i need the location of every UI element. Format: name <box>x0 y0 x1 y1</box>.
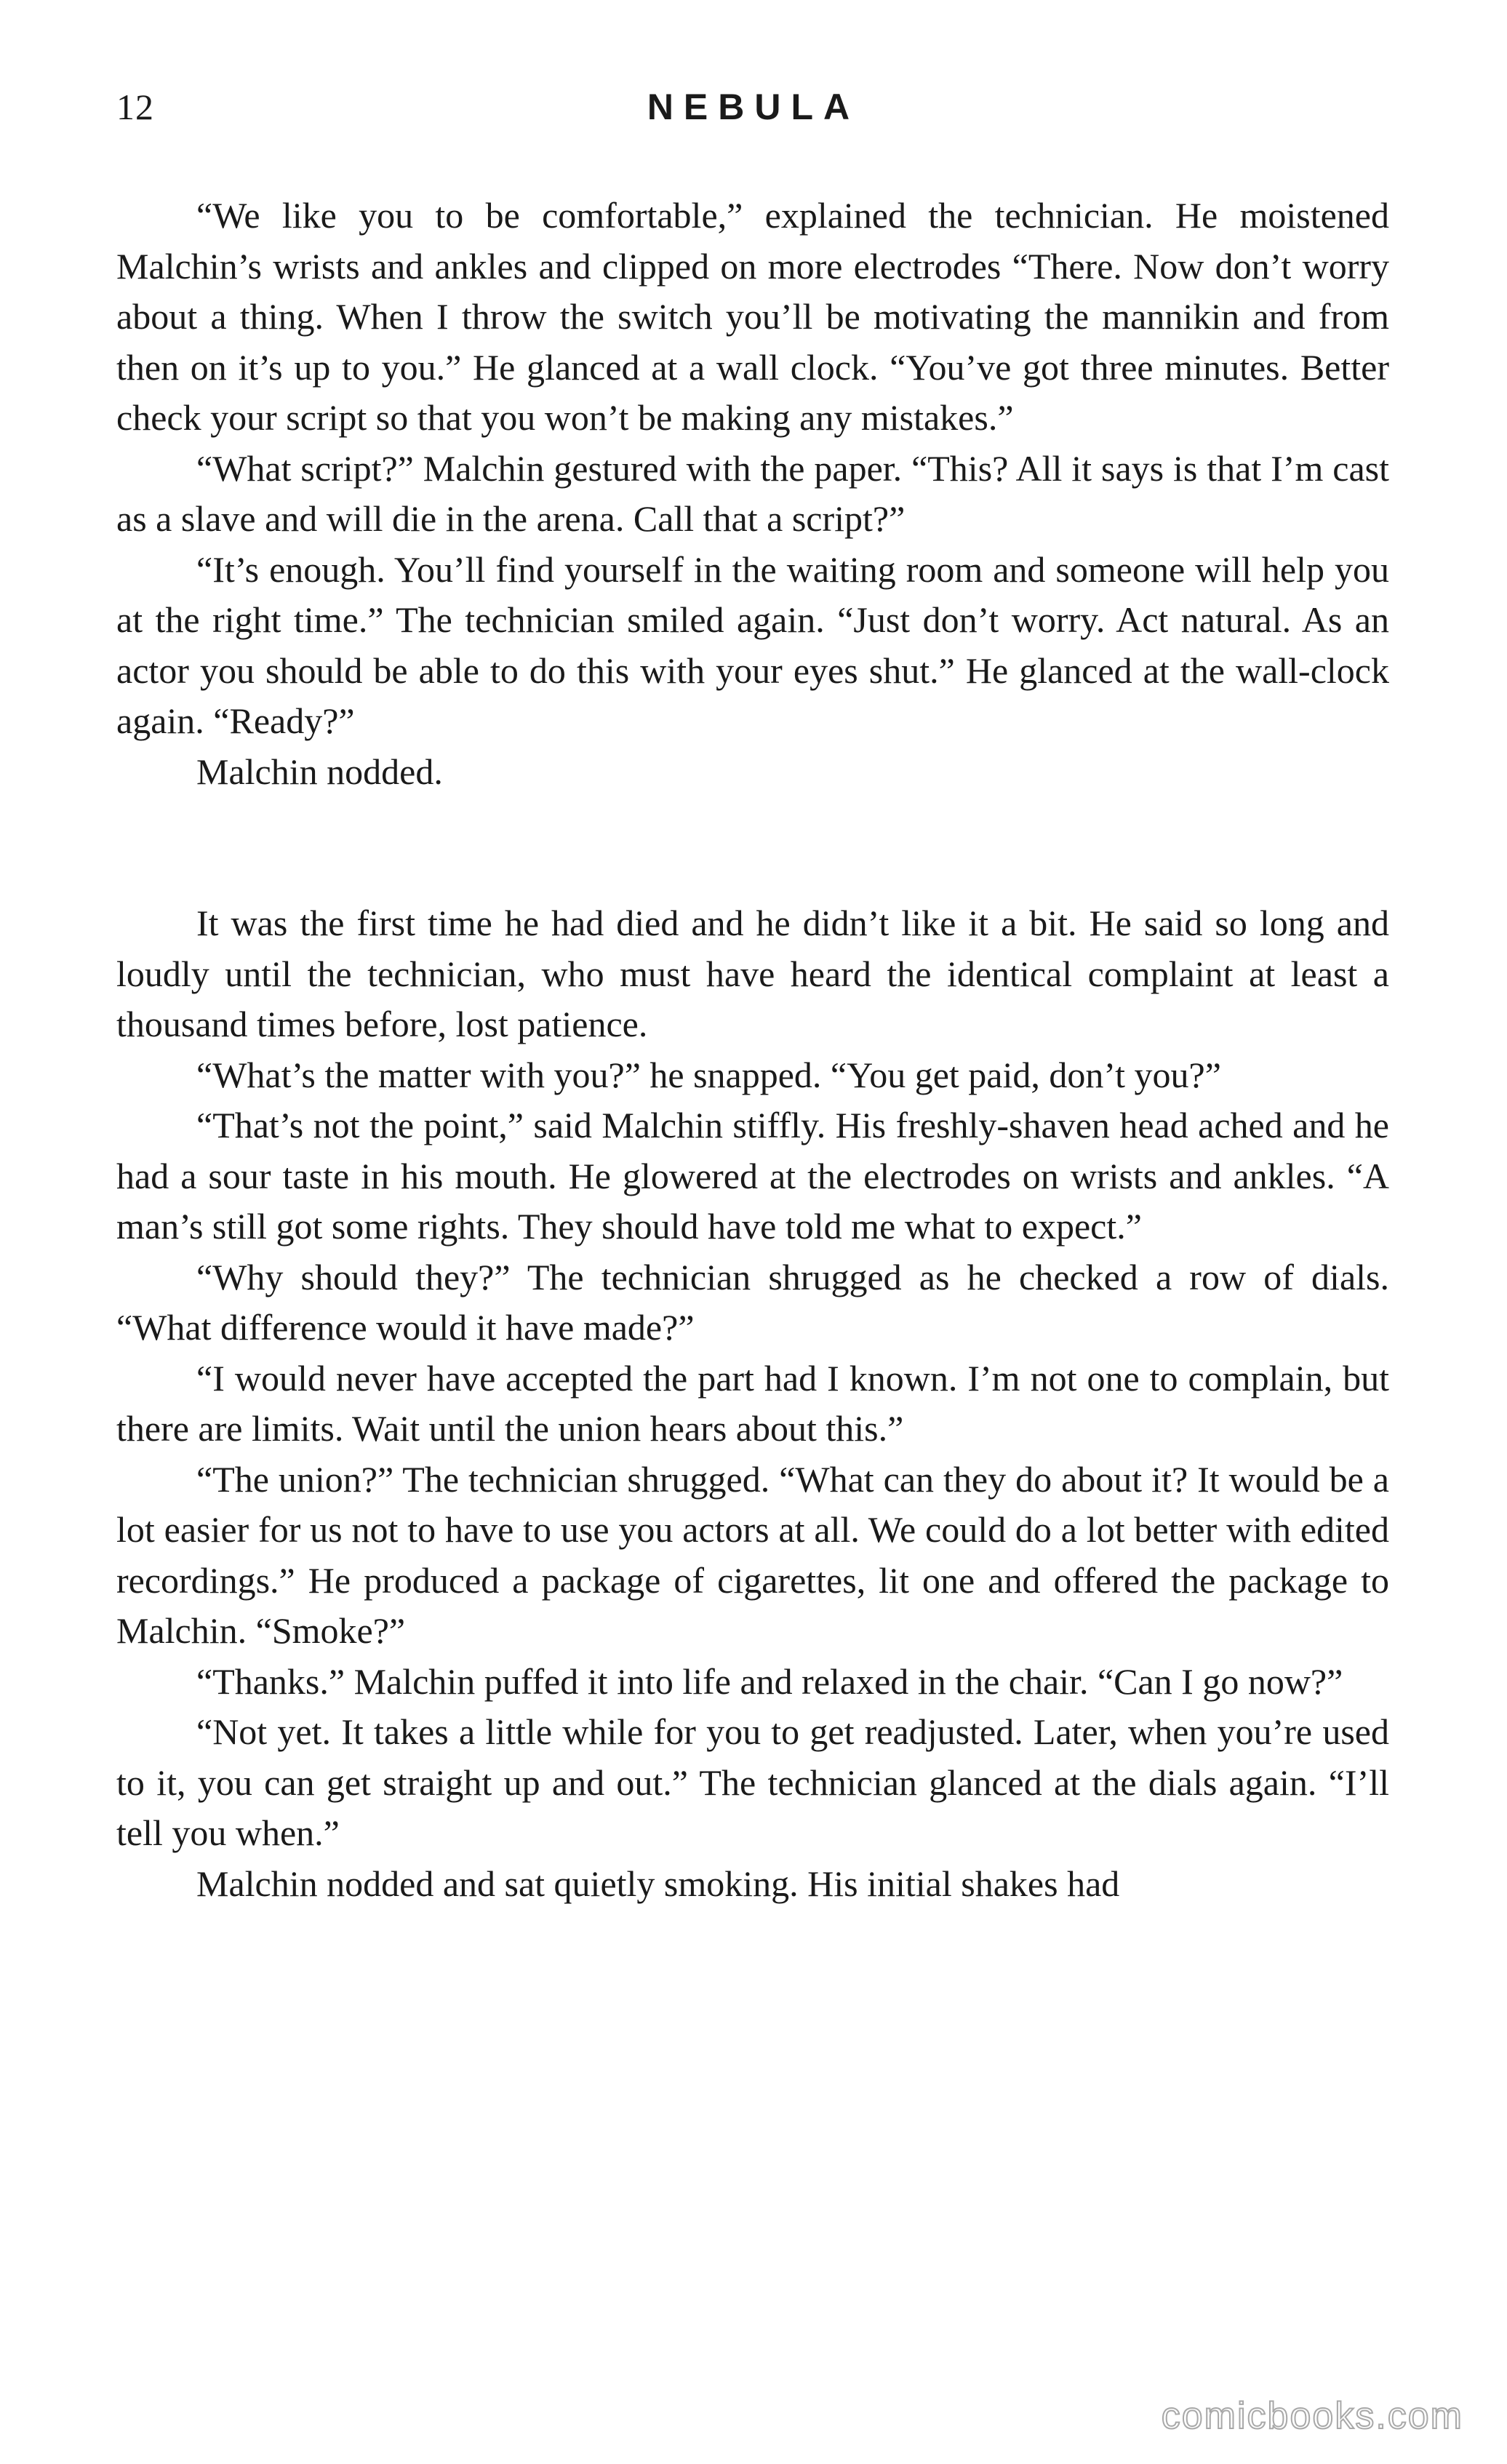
section-break <box>116 797 1389 898</box>
paragraph: “It’s enough. You’ll find yourself in the waiting room and someone will help you at the right time.” The technician smiled again. “Just don’t worry. Act natural. As an actor you should be able to do this with your eyes shut.” He glanced at the wall-clock again. “Ready?” <box>116 548 1389 741</box>
paragraph: Malchin nodded. <box>196 751 443 792</box>
paragraph: Malchin nodded and sat quietly smoking. His initial shakes had <box>196 1863 1120 1904</box>
paragraph: “That’s not the point,” said Malchin stiffly. His freshly-shaven head ached and he had a sour taste in his mouth. He glowered at the electrodes on wrists and ankles. “A man’s still got some rights. They should have told me what to expect.” <box>116 1105 1389 1247</box>
paragraph: “We like you to be comfortable,” explained the technician. He moistened Malchin’s wrists and ankles and clipped on more electrodes “There. Now don’t worry about a thing. When I throw the switch you’ll be motivating the mannikin and from then on it’s up to you.” He glanced at a wall clock. “You’ve got three minutes. Better check your script so that you won’t be making any mistakes.” <box>116 195 1389 438</box>
paragraph: “What script?” Malchin gestured with the paper. “This? All it says is that I’m cast as a slave and will die in the arena. Call that a script?” <box>116 447 1389 539</box>
paragraph: “I would never have accepted the part had I known. I’m not one to complain, but there are limits. Wait until the union hears about this.” <box>116 1357 1389 1449</box>
paragraph: “Not yet. It takes a little while for you to get readjusted. Later, when you’re used to it, you can get straight up and out.” The technician glanced at the dials again. “I’ll tell you when.” <box>116 1711 1389 1853</box>
paragraph: It was the first time he had died and he didn’t like it a bit. He said so long and loudly until the technician, who must have heard the identical complaint at least a thousand times before, lost patience. <box>116 903 1389 1044</box>
body-text <box>116 191 1389 1909</box>
paragraph: “What’s the matter with you?” he snapped. “You get paid, don’t you?” <box>196 1054 1221 1095</box>
running-head: NEBULA <box>647 87 860 127</box>
watermark: comicbooks.com <box>1161 2395 1463 2437</box>
paragraph: “Why should they?” The technician shrugged as he checked a row of dials. “What difference would it have made?” <box>116 1256 1389 1348</box>
paragraph: “The union?” The technician shrugged. “What can they do about it? It would be a lot easier for us not to have to use you actors at all. We could do a lot better with edited recordings.” He produced a package of cigarettes, lit one and offered the package to Malchin. “Smoke?” <box>116 1458 1389 1651</box>
paragraph: “Thanks.” Malchin puffed it into life and relaxed in the chair. “Can I go now?” <box>196 1660 1343 1702</box>
page-number: 12 <box>116 87 154 127</box>
